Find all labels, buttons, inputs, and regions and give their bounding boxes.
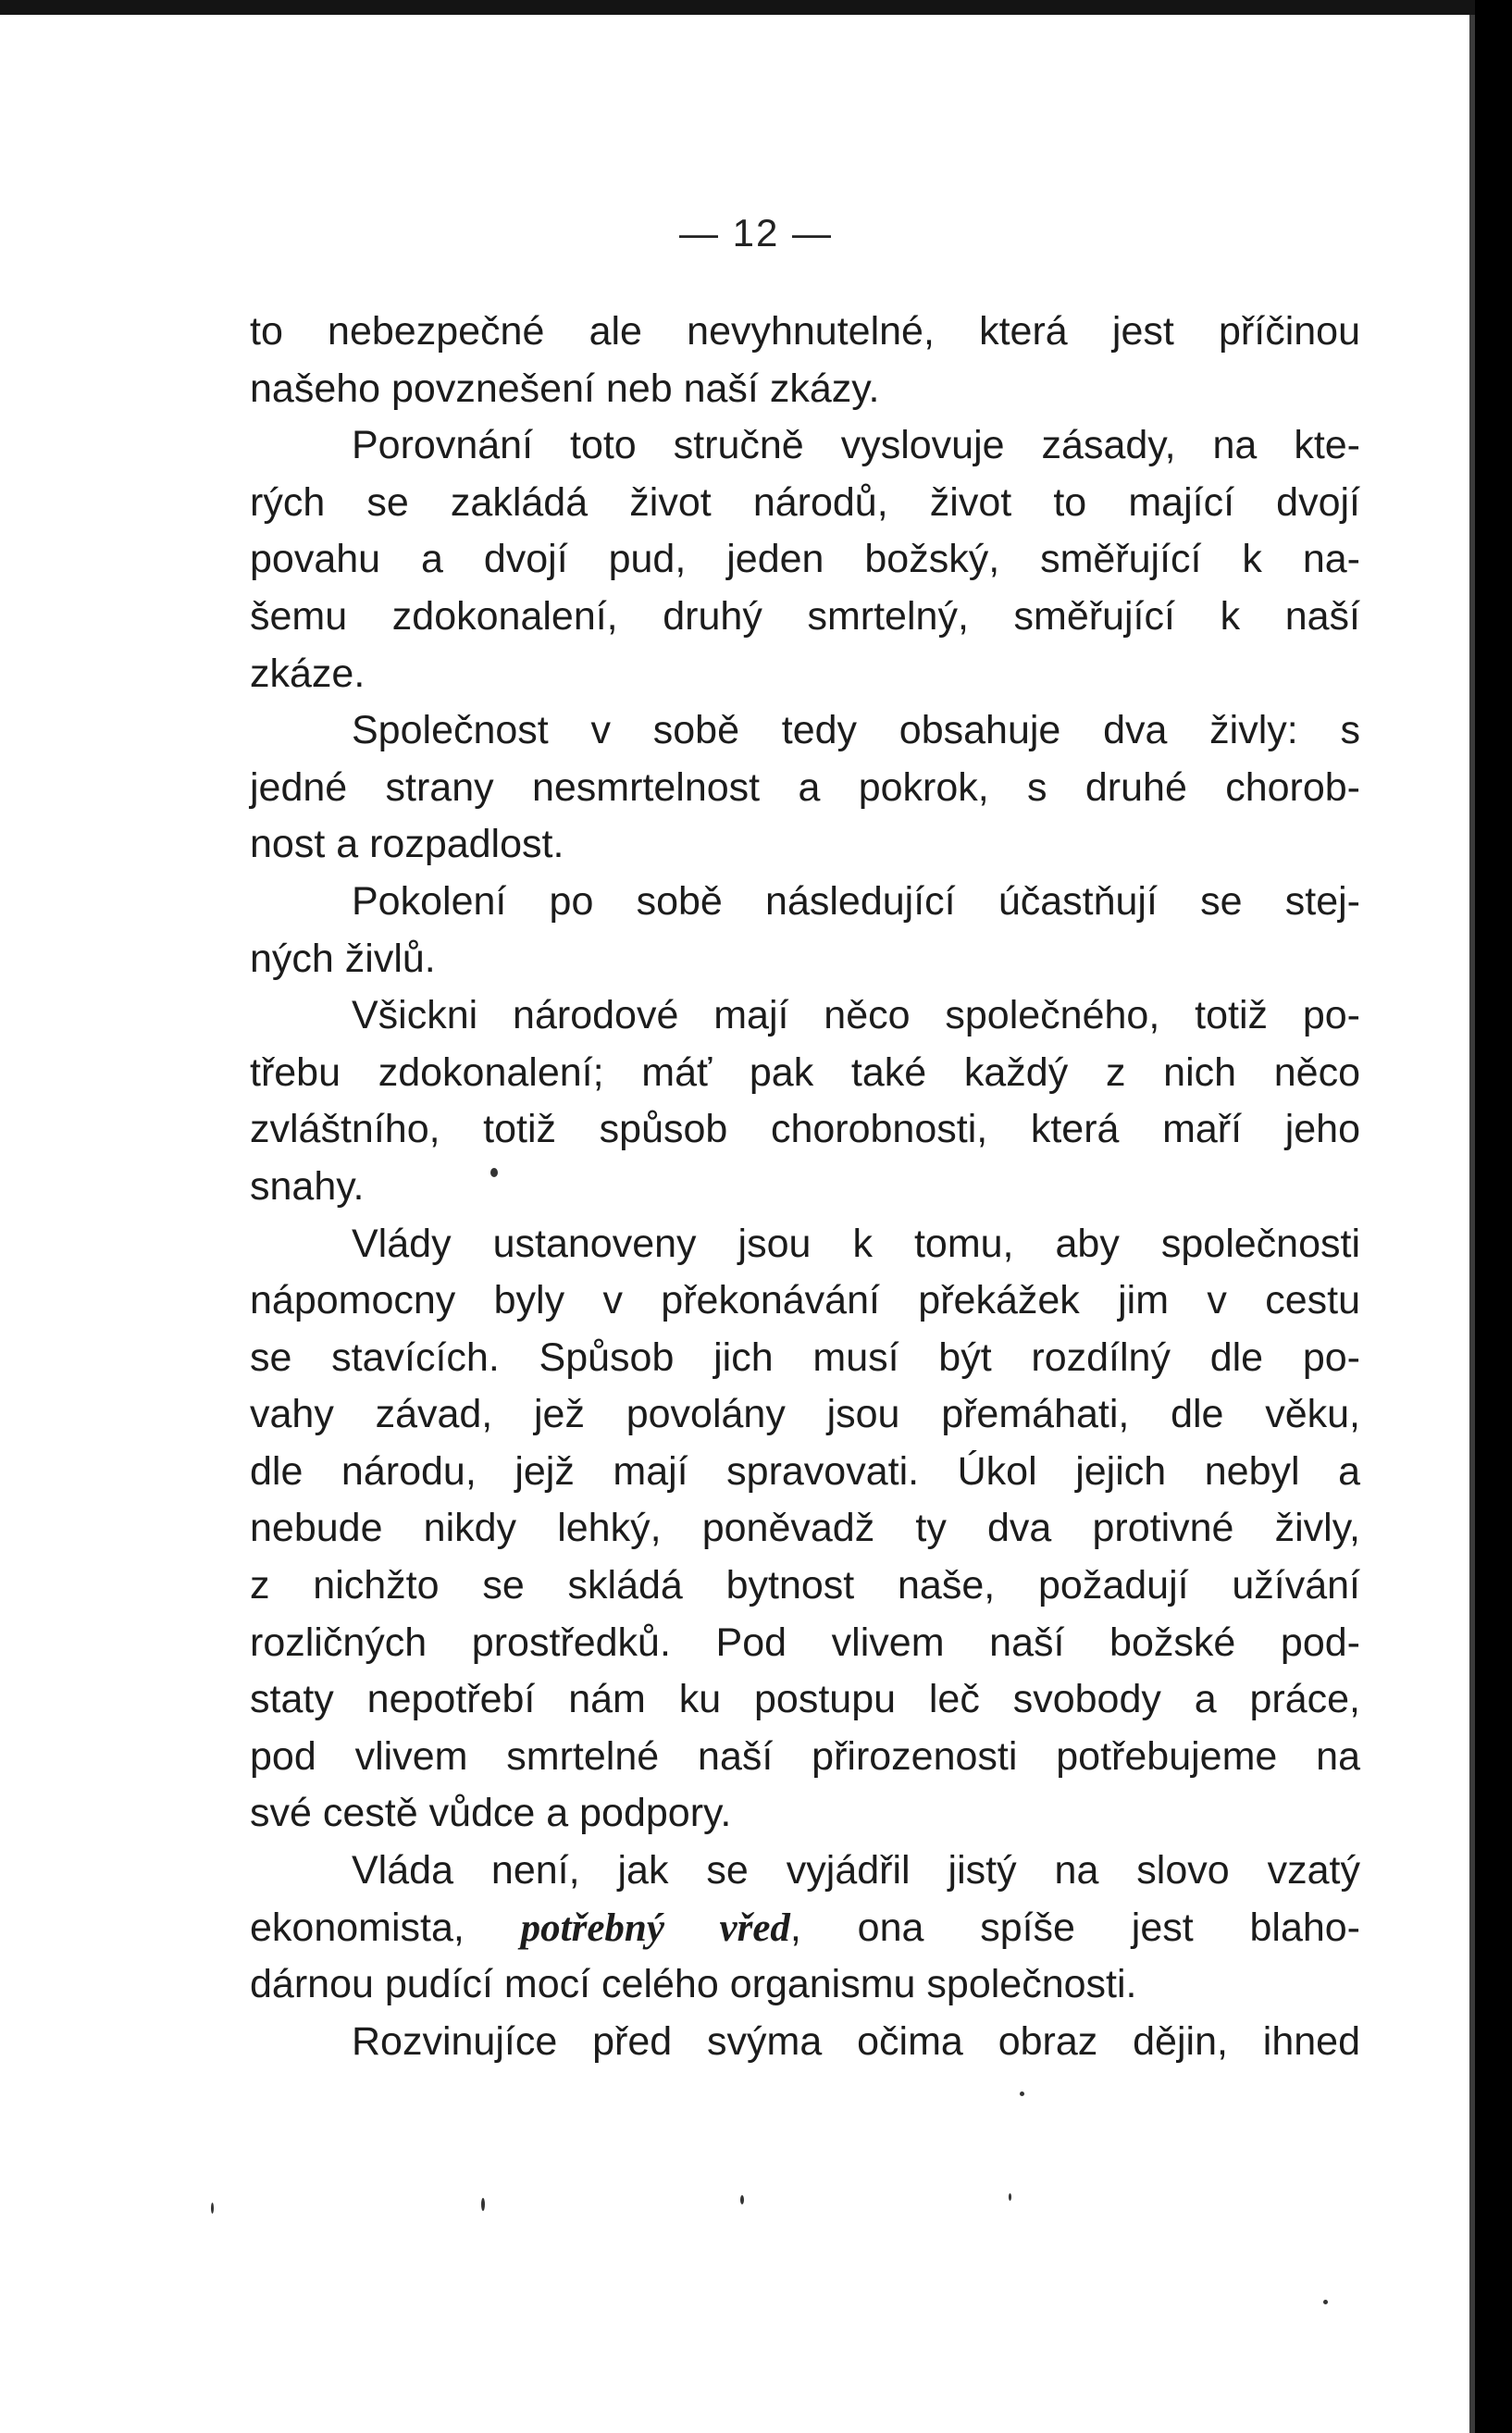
text-line: našeho povznešení neb naší zkázy. bbox=[250, 366, 880, 411]
text-segment: ekonomista, bbox=[250, 1905, 521, 1950]
scan-right-border bbox=[1475, 0, 1512, 2433]
text-line: nápomocny byly v překonávání překážek jim v cestu bbox=[250, 1278, 1360, 1323]
text-line: jedné strany nesmrtelnost a pokrok, s druhé chorob- bbox=[250, 764, 1360, 810]
text-line: rozličných prostředků. Pod vlivem naší božské pod- bbox=[250, 1620, 1360, 1665]
scan-speck bbox=[481, 2198, 485, 2211]
text-line: rých se zakládá život národů, život to mající dvojí bbox=[250, 479, 1360, 525]
text-line: Vlády ustanoveny jsou k tomu, aby společnosti bbox=[352, 1221, 1360, 1266]
text-line: Vláda není, jak se vyjádřil jistý na slovo vzatý bbox=[352, 1848, 1360, 1893]
text-line: Společnost v sobě tedy obsahuje dva živly: s bbox=[352, 708, 1360, 753]
text-line: to nebezpečné ale nevyhnutelné, která jest příčinou bbox=[250, 309, 1360, 354]
page-number: — 12 — bbox=[678, 211, 834, 254]
text-line: své cestě vůdce a podpory. bbox=[250, 1791, 732, 1836]
text-line: pod vlivem smrtelné naší přirozenosti potřebujeme na bbox=[250, 1733, 1360, 1779]
text-line: nebude nikdy lehký, poněvadž ty dva protivné živly, bbox=[250, 1506, 1360, 1551]
text-line: Porovnání toto stručně vyslovuje zásady, na kte- bbox=[352, 423, 1360, 468]
text-line: zkáze. bbox=[250, 651, 366, 696]
text-line: ných živlů. bbox=[250, 936, 436, 981]
text-line: z nichžto se skládá bytnost naše, požadují užívání bbox=[250, 1563, 1360, 1608]
text-line: nost a rozpadlost. bbox=[250, 822, 564, 867]
text-line: snahy. bbox=[250, 1163, 365, 1209]
scan-top-border bbox=[0, 0, 1512, 15]
text-line: staty nepotřebí nám ku postupu leč svobody a práce, bbox=[250, 1677, 1360, 1722]
text-segment: , ona spíše jest blaho- bbox=[789, 1905, 1361, 1950]
scan-speck bbox=[1020, 2092, 1024, 2096]
text-line: dárnou pudící mocí celého organismu společnosti. bbox=[250, 1962, 1137, 2007]
scan-right-shadow bbox=[1469, 15, 1475, 2433]
scan-speck bbox=[1009, 2193, 1011, 2201]
text-line: Pokolení po sobě následující účastňují se stej- bbox=[352, 878, 1360, 924]
scan-speck bbox=[490, 1168, 498, 1177]
text-line: vahy závad, jež povolány jsou přemáhati, dle věku, bbox=[250, 1392, 1360, 1437]
text-line: třebu zdokonalení; máť pak také každý z nich něco bbox=[250, 1049, 1360, 1095]
emphasized-phrase: potřebný vřed bbox=[520, 1905, 790, 1950]
text-line: povahu a dvojí pud, jeden božský, směřující k na- bbox=[250, 537, 1360, 582]
scan-speck bbox=[1323, 2300, 1328, 2304]
text-line: se stavících. Spůsob jich musí být rozdílný dle po- bbox=[250, 1334, 1360, 1380]
text-line: dle národu, jejž mají spravovati. Úkol jejich nebyl a bbox=[250, 1448, 1360, 1494]
text-line: Rozvinujíce před svýma očima obraz dějin, ihned bbox=[352, 2018, 1360, 2064]
text-line: šemu zdokonalení, druhý smrtelný, směřující k naší bbox=[250, 593, 1360, 639]
text-line bbox=[250, 1900, 1360, 1957]
body-text bbox=[250, 304, 1360, 2070]
scan-speck bbox=[211, 2203, 214, 2214]
scan-speck bbox=[740, 2195, 744, 2204]
text-line: zvláštního, totiž spůsob chorobnosti, která maří jeho bbox=[250, 1107, 1360, 1152]
text-line: Všickni národové mají něco společného, totiž po- bbox=[352, 993, 1360, 1038]
